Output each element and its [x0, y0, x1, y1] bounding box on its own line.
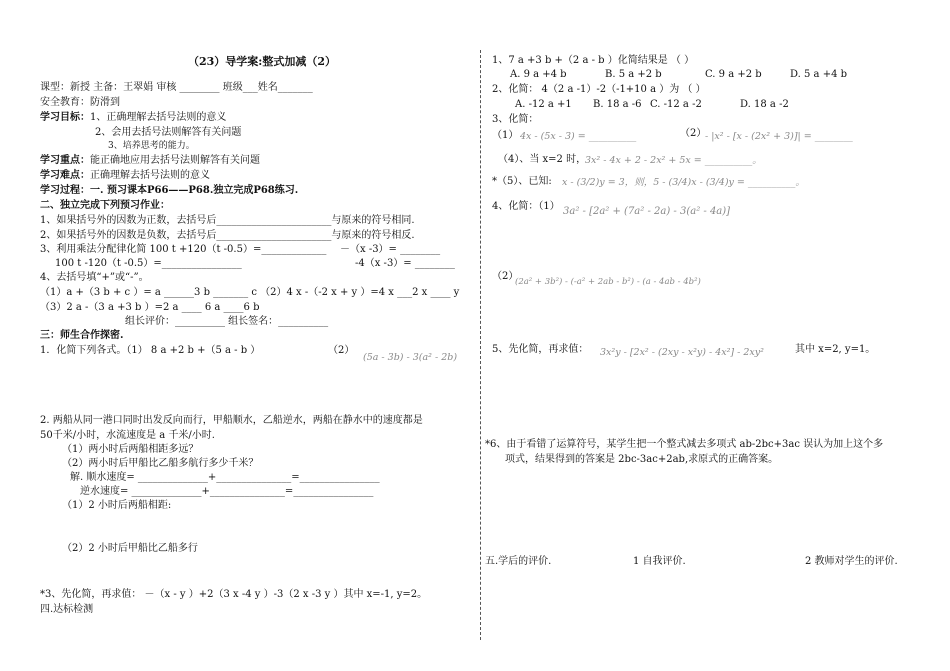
sec3-q2-ans2: （2）2 小时后甲船比乙船多行: [62, 543, 198, 554]
right-q1-option-d: D. 5 a +4 b: [790, 69, 848, 80]
sec3-q2-ans1: （1）2 小时后两船相距:: [62, 500, 172, 511]
safety-education: 安全教育：防滑到: [40, 97, 120, 108]
right-q3-4-label: （4）、当 x=2 时，: [498, 154, 587, 165]
right-q3-5-expr: x - (3/2)y = 3，则，5 - (3/4)x - (3/4)y = __________。: [562, 177, 805, 188]
sec2-q3b: －（x -3）= ________: [340, 244, 441, 255]
goal-3: 3、培养思考的能力。: [108, 141, 195, 151]
right-q6-line1: *6、由于看错了运算符号，某学生把一个整式减去多项式 ab-2bc+3ac 误认为加上这个多: [485, 439, 884, 450]
right-q6-line2: 项式，结果得到的答案是 2bc-3ac+2ab,求原式的正确答案。: [505, 454, 779, 465]
sec3-q2-line1: 2. 两船从同一港口同时出发反向而行，甲船顺水，乙船逆水，两船在静水中的速度都是: [40, 415, 423, 426]
info-line: 课型：新授 主备：王翠娟 审核 ________ 班级___姓名_______: [40, 82, 313, 93]
learning-goals: [40, 112, 226, 125]
sec2-q1: 1、如果括号外的因数为正数，去括号后_______________________与原来的符号相同.: [40, 215, 415, 226]
sec3-q1-2-label: （2）: [328, 345, 355, 356]
right-q1-option-c: C. 9 a +2 b: [705, 69, 762, 80]
difficulty: [40, 170, 210, 183]
right-q5-expr: 3x²y - [2x² - (2xy - x²y) - 4x²] - 2xy²: [600, 347, 764, 358]
section-4-heading: 四.达标检测: [40, 604, 94, 615]
page-title: （23）导学案:整式加减（2）: [188, 55, 337, 68]
sec2-q3c: 100 t -120（t -0.5）=________________: [55, 258, 242, 269]
sec2-q4b: （3）2 a -（3 a +3 b ）=2 a ____ 6 a ____6 b: [40, 302, 260, 313]
sec3-q2-solve2: 逆水速度= ______________+_______________=________________: [80, 486, 374, 497]
sec2-q2: 2、如果括号外的因数是负数，去括号后_______________________与原来的符号相反.: [40, 230, 415, 241]
key-point: [40, 155, 260, 168]
right-q5-condition: 其中 x=2, y=1。: [795, 344, 876, 355]
right-q3-1-expr: 4x - (5x - 3) = __________: [520, 131, 637, 142]
right-q2: 2、化简： 4（2 a -1）-2（-1+10 a ）为 （ ）: [492, 84, 706, 95]
sec2-q4a: （1）a +（3 b + c ）= a ______3 b _______ c （2）4 x -（-2 x + y ）=4 x ___2 x ____ y: [40, 287, 460, 298]
sec3-q2-sub2: （2）两小时后甲船比乙船多航行多少千米？: [62, 458, 259, 469]
right-q2-option-c: C. -12 a -2: [650, 99, 702, 110]
teacher-evaluation: 2 教师对学生的评价.: [805, 556, 898, 567]
key-point-label: 学习重点：: [40, 155, 90, 166]
right-q1-option-b: B. 5 a +2 b: [605, 69, 662, 80]
process-label: 学习过程：: [40, 185, 90, 196]
group-evaluation: 组长评价：__________ 组长签名：__________: [125, 316, 329, 327]
sec3-q1: 1．化简下列各式。（1） 8 a +2 b +（5 a - b ）: [40, 345, 261, 356]
sec3-q3: *3、先化简，再求值： －（x - y ）+2（3 x -4 y ）-3（2 x -3 y ）其中 x=-1, y=2。: [40, 589, 428, 600]
right-q3: 3、化简：: [492, 114, 539, 125]
right-q5-label: 5、先化简，再求值：: [492, 344, 589, 355]
column-divider: [480, 50, 481, 640]
key-point-text: 能正确地应用去括号法则解答有关问题: [90, 155, 260, 166]
right-q2-option-b: B. 18 a -6: [593, 99, 642, 110]
sec3-q2-sub1: （1）两小时后两船相距多远？: [62, 444, 199, 455]
right-q1-option-a: A. 9 a +4 b: [510, 69, 567, 80]
right-q3-1-label: （1）: [492, 130, 519, 141]
sec3-q2-solve1: 解. 顺水速度= ______________+_______________=________________: [70, 472, 380, 483]
right-q1: 1、7 a +3 b +（2 a - b ）化简结果是 （ ）: [492, 55, 695, 66]
right-q3-2-label: （2）: [680, 128, 707, 139]
learning-process: [40, 185, 298, 198]
right-q4: 4、化简：（1）: [492, 201, 560, 212]
learning-evaluation: 五.学后的评价.: [485, 556, 552, 567]
goal-1: 1、正确理解去括号法则的意义: [90, 112, 227, 123]
sec3-q2-line2: 50千米/小时，水流速度是 a 千米/小时.: [40, 430, 215, 441]
goal-2: 2、会用去括号法则解答有关问题: [95, 127, 242, 138]
right-q4-1-expr: 3a² - [2a² + (7a² - 2a) - 3(a² - 4a)]: [563, 206, 731, 217]
right-q4-2-label: （2）: [492, 271, 519, 282]
right-q2-option-d: D. 18 a -2: [740, 99, 789, 110]
process-text: 一. 预习课本P66——P68.独立完成P68练习.: [90, 185, 299, 196]
sec3-q1-2-expr: (5a - 3b) - 3(a² - 2b): [363, 352, 458, 363]
difficulty-label: 学习难点：: [40, 170, 90, 181]
goals-label: 学习目标：: [40, 112, 90, 123]
right-q2-option-a: A. -12 a +1: [515, 99, 572, 110]
sec2-q3a: 3、利用乘法分配律化简 100 t +120（t -0.5）=_____________: [40, 244, 327, 255]
sec2-q4: 4、去括号填“+”或“-”。: [40, 272, 149, 283]
right-q3-2-expr: - |x² - [x - (2x² + 3)]| = ________: [705, 131, 853, 142]
right-q3-4-expr: 3x² - 4x + 2 - 2x² + 5x = __________。: [585, 155, 762, 166]
right-q4-2-expr: (2a² + 3b²) - (-a² + 2ab - b²) - (a - 4ab - 4b²): [515, 277, 701, 287]
self-evaluation: 1 自我评价.: [633, 556, 686, 567]
difficulty-text: 正确理解去括号法则的意义: [90, 170, 210, 181]
right-q3-5-label: *（5）、已知:: [492, 176, 552, 187]
section-3-heading: 三：师生合作探密.: [40, 330, 124, 341]
section-2-heading: 二、独立完成下列预习作业：: [40, 200, 170, 211]
sec2-q3d: -4（x -3）= ________: [355, 258, 455, 269]
